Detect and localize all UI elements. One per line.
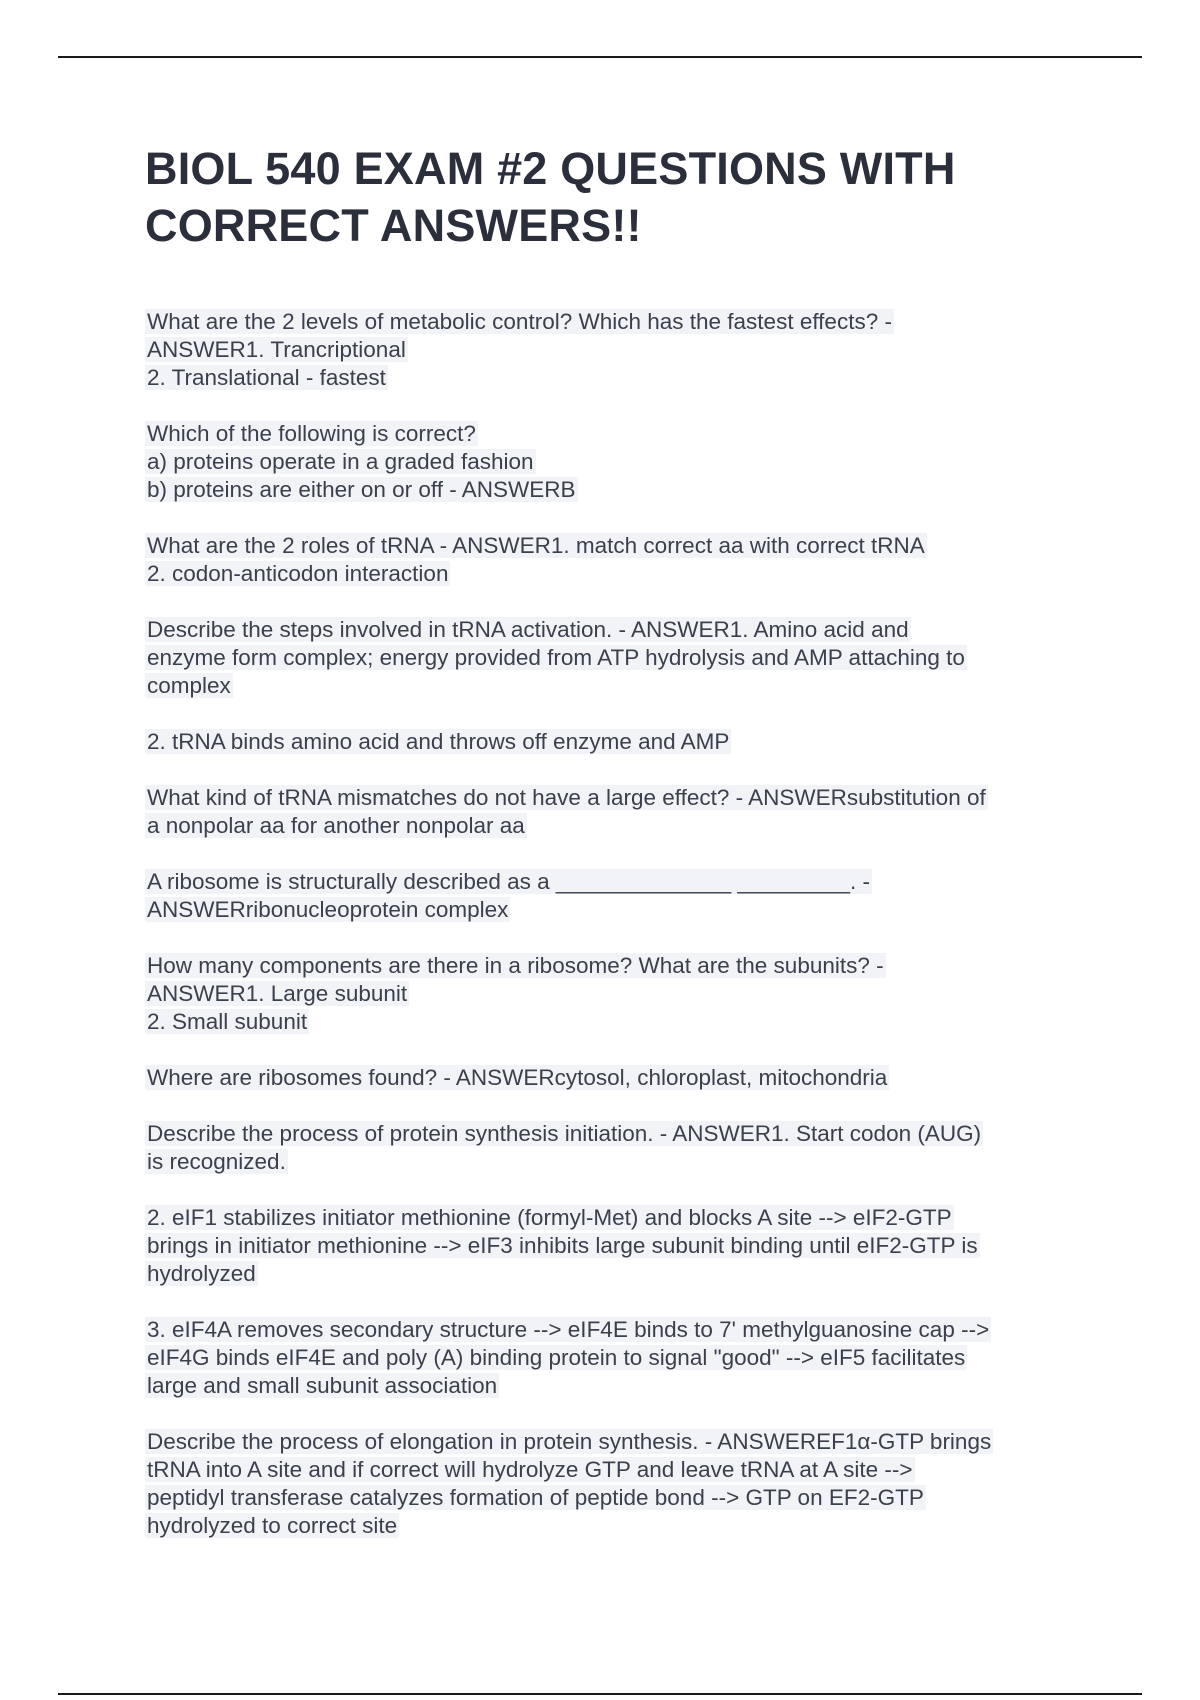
qa-line: 2. eIF1 stabilizes initiator methionine (formyl-Met) and blocks A site --> eIF2-GTP bbox=[147, 1205, 952, 1230]
qa-line: ANSWER1. Large subunit bbox=[147, 981, 408, 1006]
qa-line: 2. codon-anticodon interaction bbox=[147, 561, 449, 586]
qa-line: tRNA into A site and if correct will hydrolyze GTP and leave tRNA at A site --> bbox=[147, 1457, 913, 1482]
qa-block bbox=[145, 420, 1075, 504]
qa-block bbox=[145, 1064, 1075, 1092]
qa-line: Describe the process of elongation in protein synthesis. - ANSWEREF1α-GTP brings bbox=[147, 1429, 992, 1454]
qa-block bbox=[145, 1204, 1075, 1288]
qa-block bbox=[145, 728, 1075, 756]
qa-line: brings in initiator methionine --> eIF3 inhibits large subunit binding until eIF2-GTP is bbox=[147, 1233, 978, 1258]
qa-line: hydrolyzed bbox=[147, 1261, 256, 1286]
qa-line: 2. Small subunit bbox=[147, 1009, 308, 1034]
qa-line: 2. tRNA binds amino acid and throws off enzyme and AMP bbox=[147, 729, 730, 754]
qa-line: hydrolyzed to correct site bbox=[147, 1513, 398, 1538]
title-line: CORRECT ANSWERS!! bbox=[145, 200, 642, 251]
qa-line: ANSWER1. Trancriptional bbox=[147, 337, 406, 362]
qa-line: What are the 2 roles of tRNA - ANSWER1. match correct aa with correct tRNA bbox=[147, 533, 925, 558]
qa-block bbox=[145, 1316, 1075, 1400]
qa-block bbox=[145, 1428, 1075, 1540]
qa-line: eIF4G binds eIF4E and poly (A) binding protein to signal "good" --> eIF5 facilitates bbox=[147, 1345, 966, 1370]
qa-line: a) proteins operate in a graded fashion bbox=[147, 449, 534, 474]
qa-line: Describe the steps involved in tRNA activation. - ANSWER1. Amino acid and bbox=[147, 617, 909, 642]
qa-list bbox=[145, 308, 1075, 1540]
qa-line: 2. Translational - fastest bbox=[147, 365, 386, 390]
qa-line: A ribosome is structurally described as a ______________ _________. - bbox=[147, 869, 870, 894]
top-rule bbox=[58, 56, 1142, 58]
qa-line: complex bbox=[147, 673, 231, 698]
qa-block bbox=[145, 784, 1075, 840]
qa-line: How many components are there in a ribosome? What are the subunits? - bbox=[147, 953, 884, 978]
qa-line: ANSWERribonucleoprotein complex bbox=[147, 897, 509, 922]
qa-block bbox=[145, 868, 1075, 924]
qa-line: enzyme form complex; energy provided from ATP hydrolysis and AMP attaching to bbox=[147, 645, 965, 670]
qa-line: Which of the following is correct? bbox=[147, 421, 476, 446]
document-page bbox=[145, 140, 1075, 1568]
qa-line: Where are ribosomes found? - ANSWERcytosol, chloroplast, mitochondria bbox=[147, 1065, 888, 1090]
qa-block bbox=[145, 616, 1075, 700]
qa-line: What are the 2 levels of metabolic control? Which has the fastest effects? - bbox=[147, 309, 892, 334]
document-title bbox=[145, 140, 1075, 254]
qa-block bbox=[145, 308, 1075, 392]
qa-block bbox=[145, 952, 1075, 1036]
title-line: BIOL 540 EXAM #2 QUESTIONS WITH bbox=[145, 143, 956, 194]
qa-block bbox=[145, 1120, 1075, 1176]
qa-line: Describe the process of protein synthesis initiation. - ANSWER1. Start codon (AUG) bbox=[147, 1121, 982, 1146]
qa-block bbox=[145, 532, 1075, 588]
qa-line: is recognized. bbox=[147, 1149, 286, 1174]
qa-line: large and small subunit association bbox=[147, 1373, 498, 1398]
qa-line: 3. eIF4A removes secondary structure --> eIF4E binds to 7' methylguanosine cap --> bbox=[147, 1317, 990, 1342]
qa-line: peptidyl transferase catalyzes formation of peptide bond --> GTP on EF2-GTP bbox=[147, 1485, 924, 1510]
qa-line: a nonpolar aa for another nonpolar aa bbox=[147, 813, 525, 838]
qa-line: b) proteins are either on or off - ANSWERB bbox=[147, 477, 576, 502]
qa-line: What kind of tRNA mismatches do not have a large effect? - ANSWERsubstitution of bbox=[147, 785, 986, 810]
bottom-rule bbox=[58, 1693, 1142, 1695]
